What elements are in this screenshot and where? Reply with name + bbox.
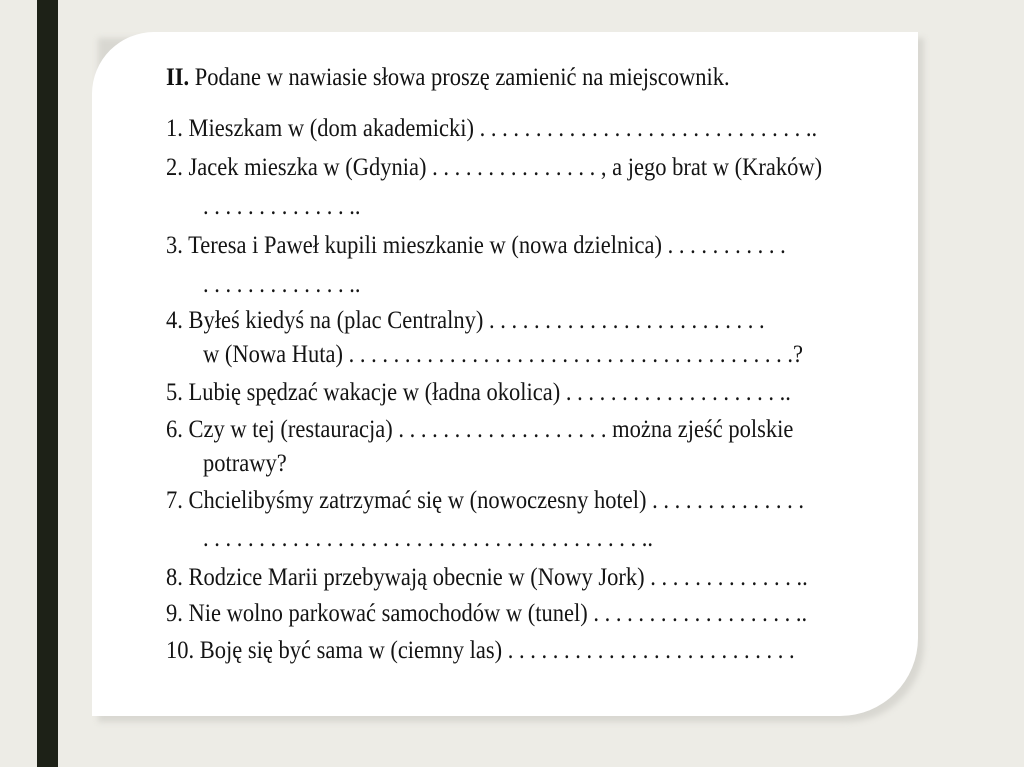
exercise-line-3-continuation: . . . . . . . . . . . . . .. <box>203 271 361 298</box>
exercise-line-2: 2. Jacek mieszka w (Gdynia) . . . . . . . . . . . . . . . , a jego brat w (Kraków) <box>166 154 823 181</box>
exercise-line-6-continuation: potrawy? <box>203 450 287 477</box>
exercise-line-7-continuation: . . . . . . . . . . . . . . . . . . . . . . . . . . . . . . . . . . . . . . . .. <box>203 525 653 552</box>
exercise-instruction: Podane w nawiasie słowa proszę zamienić na miejscownik. <box>194 64 730 91</box>
exercise-number: II. <box>166 64 190 91</box>
exercise-line-9: 9. Nie wolno parkować samochodów w (tunel) . . . . . . . . . . . . . . . . . . .. <box>166 600 808 627</box>
exercise-line-8: 8. Rodzice Marii przebywają obecnie w (Nowy Jork) . . . . . . . . . . . . . .. <box>166 564 808 591</box>
slide-accent-bar <box>37 0 58 767</box>
exercise-line-1: 1. Mieszkam w (dom akademicki) . . . . . . . . . . . . . . . . . . . . . . . . . . . . . .. <box>166 115 818 142</box>
exercise-line-4: 4. Byłeś kiedyś na (plac Centralny) . . . . . . . . . . . . . . . . . . . . . . . . . <box>166 307 765 334</box>
exercise-line-5: 5. Lubię spędzać wakacje w (ładna okolica) . . . . . . . . . . . . . . . . . . . .. <box>166 379 791 406</box>
exercise-line-3: 3. Teresa i Paweł kupili mieszkanie w (nowa dzielnica) . . . . . . . . . . . <box>166 232 786 259</box>
exercise-line-2-continuation: . . . . . . . . . . . . . .. <box>203 193 361 220</box>
exercise-line-4-continuation: w (Nowa Huta) . . . . . . . . . . . . . . . . . . . . . . . . . . . . . . . . . . . . . . . .? <box>203 341 803 368</box>
exercise-line-10: 10. Boję się być sama w (ciemny las) . . . . . . . . . . . . . . . . . . . . . . . . . . <box>166 637 795 664</box>
exercise-heading <box>166 64 730 92</box>
exercise-line-7: 7. Chcielibyśmy zatrzymać się w (nowoczesny hotel) . . . . . . . . . . . . . . <box>166 487 804 514</box>
exercise-line-6: 6. Czy w tej (restauracja) . . . . . . . . . . . . . . . . . . . można zjeść polskie <box>166 416 794 443</box>
